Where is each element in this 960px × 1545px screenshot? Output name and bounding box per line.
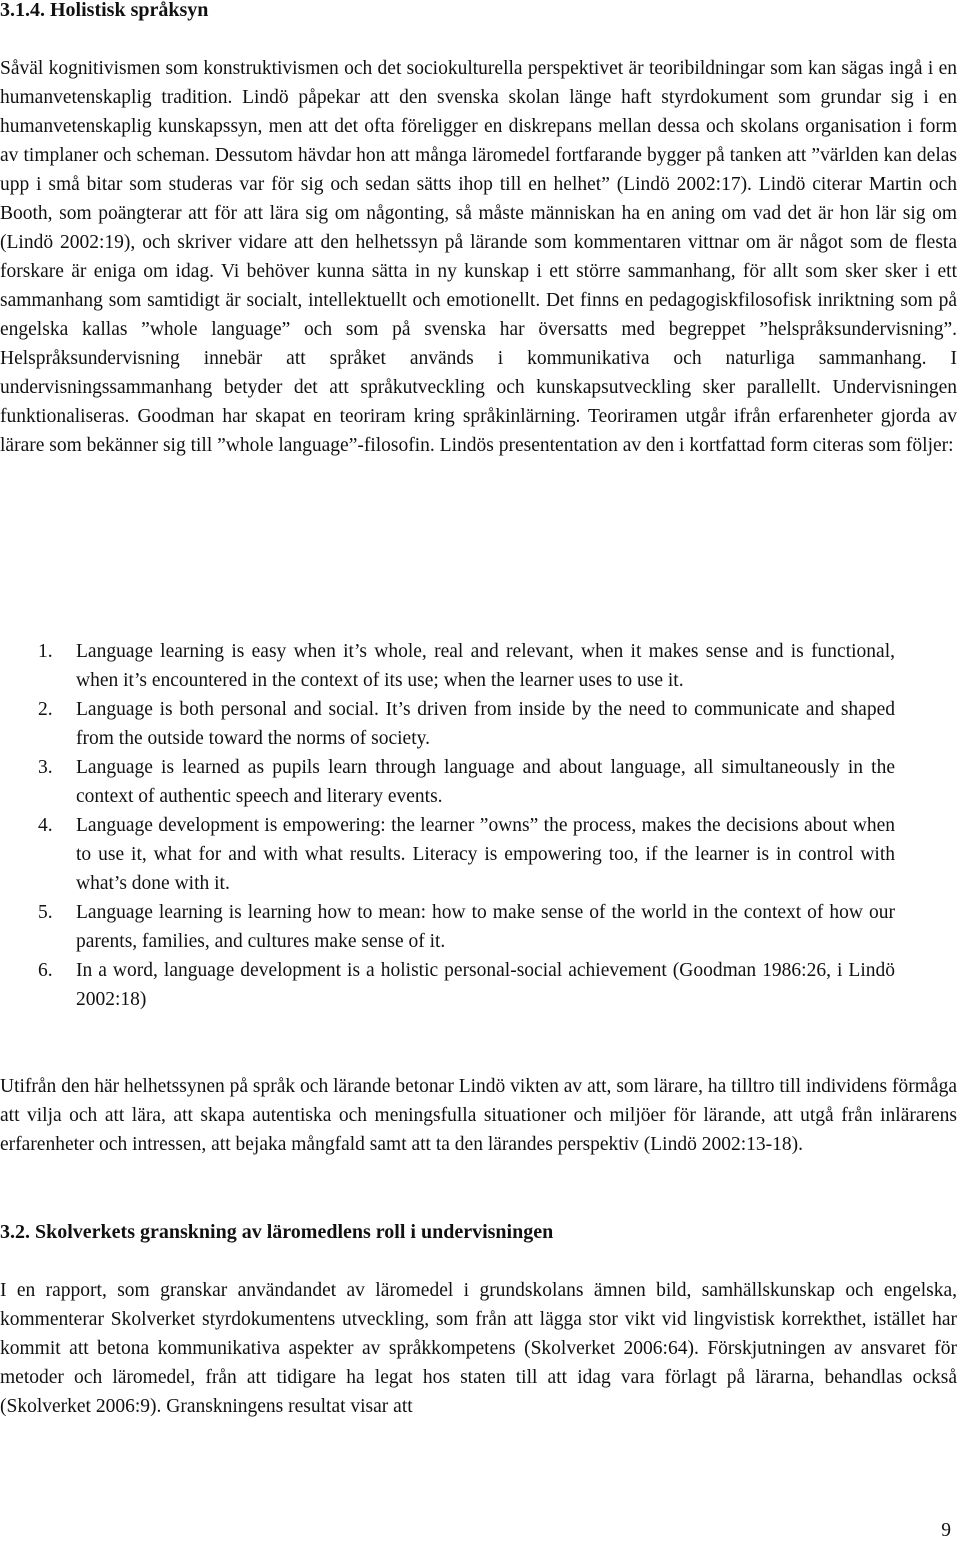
body-paragraph: Såväl kognitivismen som konstruktivismen och det sociokulturella perspektivet är teoribildningar som kan sägas ingå i en humanvetenskaplig tradition. Lindö påpekar att den svenska skolan länge haft styrdokument som grundar sig i en humanvetenskaplig kunskapssyn, men att det ofta föreligger en diskrepans mellan dessa och skolans organisation i form av timplaner och scheman. Dessutom hävdar hon att många läromedel fortfarande bygger på tanken att ”världen kan delas upp i små bitar som studeras var för sig och sedan sätts ihop till en helhet” (Lindö 2002:17). Lindö citerar Martin och Booth, som poängterar att för att lära sig om någonting, så måste människan ha en aning om vad det är hon lär sig om (Lindö 2002:19), och skriver vidare att den helhetssyn på lärande som kommentaren vittnar om är något som de flesta forskare är eniga om idag. Vi behöver kunna sätta in ny kunskap i ett större sammanhang, för allt som sker sker i ett sammanhang som samtidigt är socialt, intellektuellt och emotionellt. Det finns en pedagogiskfilosofisk inriktning som på engelska kallas ”whole language” och som på svenska har översatts med begreppet ”helspråksundervisning”. Helspråksundervisning innebär att språket används i kommunikativa och naturliga sammanhang. I undervisningssammanhang betyder det att språkutveckling och kunskapsutveckling sker parallellt. Undervisningen funktionaliseras. Goodman har skapat en teoriram kring språkinlärning. Teoriramen utgår ifrån erfarenheter gjorda av lärare som bekänner sig till ”whole language”-filosofin. Lindös presententation av den i kortfattad form citeras som följer: xyxy=(0,58,957,456)
list-item xyxy=(0,811,895,898)
list-item-text: Language development is empowering: the learner ”owns” the process, makes the decisions about when to use it, what for and with what results. Literacy is empowering too, if the learner is in control with what’s done with it. xyxy=(76,815,895,894)
body-paragraph: Utifrån den här helhetssynen på språk och lärande betonar Lindö vikten av att, som lärare, ha tilltro till individens förmåga att vilja och att lära, att skapa autentiska och meningsfulla situationer och miljöer för lärande, att utgå från inlärarens erfarenheter och intressen, att bejaka mångfald samt att ta den lärandes perspektiv (Lindö 2002:13-18). xyxy=(0,1076,957,1155)
list-item-number: 3. xyxy=(38,757,53,778)
list-item xyxy=(0,898,895,956)
list-item-number: 6. xyxy=(38,960,53,981)
list-item xyxy=(0,695,895,753)
list-item-text: Language is learned as pupils learn through language and about language, all simultaneously in the context of authentic speech and literary events. xyxy=(76,757,895,807)
list-item-text: Language learning is learning how to mean: how to make sense of the world in the context of how our parents, families, and cultures make sense of it. xyxy=(76,902,895,952)
list-item xyxy=(0,956,895,1014)
list-item-text: In a word, language development is a holistic personal-social achievement (Goodman 1986:26, i Lindö 2002:18) xyxy=(76,960,895,1010)
list-item xyxy=(0,753,895,811)
section-heading: 3.1.4. Holistisk språksyn xyxy=(0,0,209,21)
list-item-text: Language is both personal and social. It’s driven from inside by the need to communicate and shaped from the outside toward the norms of society. xyxy=(76,699,895,749)
page-number: 9 xyxy=(941,1520,951,1541)
list-item xyxy=(0,637,895,695)
list-item-number: 4. xyxy=(38,815,53,836)
list-item-number: 2. xyxy=(38,699,53,720)
section-heading: 3.2. Skolverkets granskning av läromedlens roll i undervisningen xyxy=(0,1221,554,1243)
list-item-number: 1. xyxy=(38,641,53,662)
body-paragraph: I en rapport, som granskar användandet av läromedel i grundskolans ämnen bild, samhällskunskap och engelska, kommenterar Skolverket styrdokumentens utveckling, som från att lägga stor vikt vid lingvistisk korrekthet, istället har kommit att betona kommunikativa aspekter av språkkompetens (Skolverket 2006:64). Förskjutningen av ansvaret för metoder och läromedel, från att tidigare ha legat hos staten till att idag vara förlagt på lärarna, behandlas också (Skolverket 2006:9). Granskningens resultat visar att xyxy=(0,1280,957,1417)
goodman-quote-list xyxy=(0,637,895,1014)
list-item-text: Language learning is easy when it’s whole, real and relevant, when it makes sense and is functional, when it’s encountered in the context of its use; when the learner uses to use it. xyxy=(76,641,895,691)
list-item-number: 5. xyxy=(38,902,53,923)
